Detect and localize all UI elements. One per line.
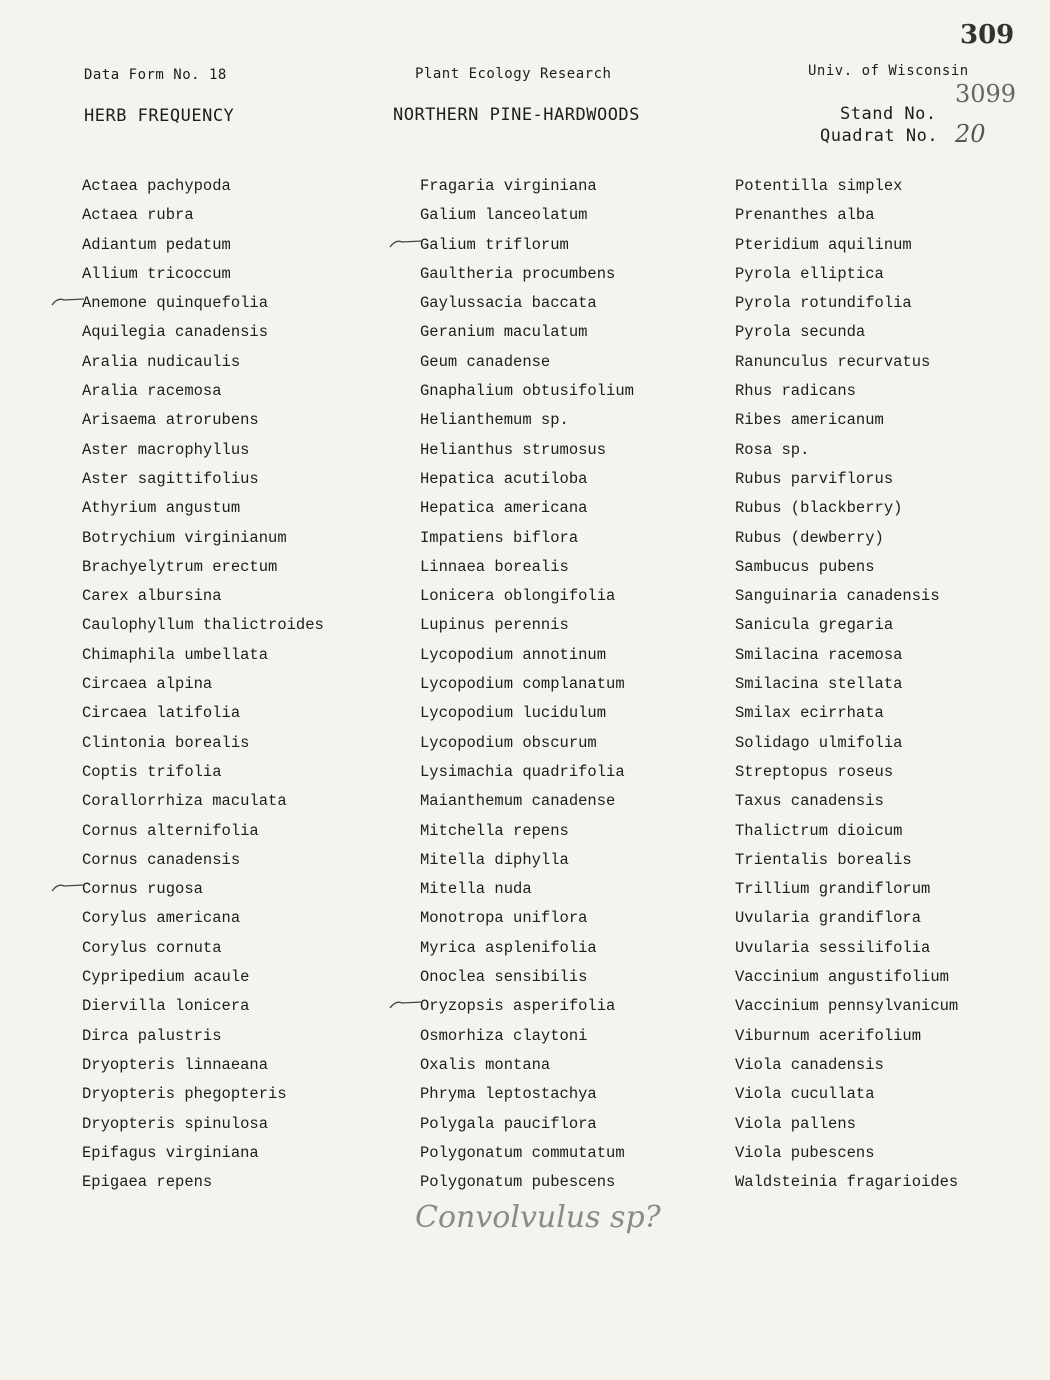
species-item: Lonicera oblongifolia bbox=[420, 587, 616, 606]
species-item: Thalictrum dioicum bbox=[735, 821, 903, 840]
species-item: Prenanthes alba bbox=[735, 206, 875, 225]
species-item: Allium tricoccum bbox=[82, 264, 231, 283]
species-item: Uvularia grandiflora bbox=[735, 909, 922, 928]
species-item: Gaylussacia baccata bbox=[420, 294, 597, 313]
species-item: Aster macrophyllus bbox=[82, 440, 250, 459]
species-item: Lycopodium lucidulum bbox=[420, 704, 607, 723]
species-item: Dirca palustris bbox=[82, 1026, 222, 1045]
species-item: Sambucus pubens bbox=[735, 557, 875, 576]
stand-value-pencil: 3099 bbox=[955, 80, 1017, 108]
species-item: Hepatica americana bbox=[420, 499, 588, 518]
species-item: Lupinus perennis bbox=[420, 616, 569, 635]
species-item: Polygonatum commutatum bbox=[420, 1143, 625, 1162]
species-item: Maianthemum canadense bbox=[420, 792, 616, 811]
species-item: Caulophyllum thalictroides bbox=[82, 616, 324, 635]
species-item: Viola canadensis bbox=[735, 1055, 884, 1074]
species-item: Taxus canadensis bbox=[735, 792, 884, 811]
species-item: Rubus (blackberry) bbox=[735, 499, 903, 518]
species-item: Rosa sp. bbox=[735, 440, 810, 459]
species-column-2 bbox=[420, 172, 634, 1197]
species-item: Viola pallens bbox=[735, 1114, 856, 1133]
species-item: Epifagus virginiana bbox=[82, 1143, 259, 1162]
species-item: Smilacina racemosa bbox=[735, 645, 903, 664]
species-item: Arisaema atrorubens bbox=[82, 411, 259, 430]
species-item: Helianthemum sp. bbox=[420, 411, 569, 430]
handwritten-note: Convolvulus sp? bbox=[415, 1200, 661, 1235]
species-item: Ranunculus recurvatus bbox=[735, 352, 931, 371]
species-item: Aquilegia canadensis bbox=[82, 323, 269, 342]
species-item: Dryopteris linnaeana bbox=[82, 1055, 269, 1074]
species-item: Corallorrhiza maculata bbox=[82, 792, 287, 811]
species-item: Galium lanceolatum bbox=[420, 206, 588, 225]
species-item: Cypripedium acaule bbox=[82, 968, 250, 987]
species-item: Polygala pauciflora bbox=[420, 1114, 597, 1133]
species-item: Gaultheria procumbens bbox=[420, 264, 616, 283]
species-item: Osmorhiza claytoni bbox=[420, 1026, 588, 1045]
species-column-3 bbox=[735, 172, 958, 1197]
species-item: Corylus americana bbox=[82, 909, 241, 928]
species-item: Trientalis borealis bbox=[735, 850, 912, 869]
species-item: Sanguinaria canadensis bbox=[735, 587, 940, 606]
species-item: Uvularia sessilifolia bbox=[735, 938, 931, 957]
species-item: Aralia nudicaulis bbox=[82, 352, 241, 371]
species-item: Actaea pachypoda bbox=[82, 177, 231, 195]
species-item: Viola pubescens bbox=[735, 1143, 875, 1162]
species-item: Smilax ecirrhata bbox=[735, 704, 884, 723]
species-item: Actaea rubra bbox=[82, 206, 194, 225]
species-item: Rubus parviflorus bbox=[735, 469, 894, 488]
species-item bbox=[420, 992, 634, 1021]
species-item: Vaccinium pennsylvanicum bbox=[735, 997, 959, 1016]
species-item: Hepatica acutiloba bbox=[420, 469, 588, 488]
species-item bbox=[82, 289, 324, 318]
species-item: Epigaea repens bbox=[82, 1173, 213, 1192]
species-item: Dryopteris phegopteris bbox=[82, 1085, 287, 1104]
form-title: HERB FREQUENCY bbox=[84, 106, 235, 126]
species-item: Botrychium virginianum bbox=[82, 528, 287, 547]
species-item: Mitella diphylla bbox=[420, 850, 569, 869]
species-item: Linnaea borealis bbox=[420, 557, 569, 576]
species-item: Circaea latifolia bbox=[82, 704, 241, 723]
check-mark-icon bbox=[50, 295, 84, 313]
species-name: Cornus rugosa bbox=[82, 880, 203, 899]
species-item: Clintonia borealis bbox=[82, 733, 250, 752]
species-column-1 bbox=[82, 172, 324, 1197]
species-item: Solidago ulmifolia bbox=[735, 733, 903, 752]
species-item: Myrica asplenifolia bbox=[420, 938, 597, 957]
species-item: Rhus radicans bbox=[735, 382, 856, 401]
species-item: Onoclea sensibilis bbox=[420, 968, 588, 987]
species-item: Circaea alpina bbox=[82, 675, 213, 694]
species-item: Mitchella repens bbox=[420, 821, 569, 840]
species-item: Geum canadense bbox=[420, 352, 551, 371]
species-item: Streptopus roseus bbox=[735, 762, 894, 781]
quadrat-value-handwritten: 20 bbox=[955, 120, 986, 148]
species-item: Dryopteris spinulosa bbox=[82, 1114, 269, 1133]
check-mark-icon bbox=[50, 881, 84, 899]
species-item: Geranium maculatum bbox=[420, 323, 588, 342]
species-item: Chimaphila umbellata bbox=[82, 645, 269, 664]
species-item: Lysimachia quadrifolia bbox=[420, 762, 625, 781]
stand-label: Stand No. bbox=[840, 104, 937, 124]
species-item: Cornus alternifolia bbox=[82, 821, 259, 840]
species-item: Pteridium aquilinum bbox=[735, 235, 912, 254]
species-item: Viola cucullata bbox=[735, 1085, 875, 1104]
species-item: Oxalis montana bbox=[420, 1055, 551, 1074]
species-item: Impatiens biflora bbox=[420, 528, 579, 547]
species-item bbox=[82, 875, 324, 904]
species-item: Gnaphalium obtusifolium bbox=[420, 382, 634, 401]
species-item: Trillium grandiflorum bbox=[735, 880, 931, 899]
community-title: NORTHERN PINE-HARDWOODS bbox=[393, 105, 640, 125]
program-name: Plant Ecology Research bbox=[415, 66, 612, 82]
species-item: Waldsteinia fragarioides bbox=[735, 1173, 959, 1192]
species-item: Corylus cornuta bbox=[82, 938, 222, 957]
species-item: Phryma leptostachya bbox=[420, 1085, 597, 1104]
species-item: Aster sagittifolius bbox=[82, 469, 259, 488]
species-item: Aralia racemosa bbox=[82, 382, 222, 401]
species-item: Sanicula gregaria bbox=[735, 616, 894, 635]
check-mark-icon bbox=[388, 998, 422, 1016]
species-item: Pyrola elliptica bbox=[735, 264, 884, 283]
form-number: Data Form No. 18 bbox=[84, 67, 227, 83]
species-item: Cornus canadensis bbox=[82, 850, 241, 869]
species-item: Adiantum pedatum bbox=[82, 235, 231, 254]
species-item: Fragaria virginiana bbox=[420, 177, 597, 195]
species-item: Athyrium angustum bbox=[82, 499, 241, 518]
species-item bbox=[420, 231, 634, 260]
quadrat-label: Quadrat No. bbox=[820, 126, 939, 146]
species-item: Polygonatum pubescens bbox=[420, 1173, 616, 1192]
species-item: Pyrola rotundifolia bbox=[735, 294, 912, 313]
species-item: Potentilla simplex bbox=[735, 177, 903, 195]
top-stamp-mark: 309 bbox=[960, 20, 1015, 50]
species-name: Oryzopsis asperifolia bbox=[420, 997, 616, 1016]
species-item: Diervilla lonicera bbox=[82, 997, 250, 1016]
species-item: Lycopodium complanatum bbox=[420, 675, 625, 694]
check-mark-icon bbox=[388, 237, 422, 255]
species-item: Smilacina stellata bbox=[735, 675, 903, 694]
species-item: Lycopodium annotinum bbox=[420, 645, 607, 664]
species-item: Viburnum acerifolium bbox=[735, 1026, 922, 1045]
species-item: Monotropa uniflora bbox=[420, 909, 588, 928]
species-item: Vaccinium angustifolium bbox=[735, 968, 949, 987]
species-item: Brachyelytrum erectum bbox=[82, 557, 278, 576]
species-item: Helianthus strumosus bbox=[420, 440, 607, 459]
species-item: Rubus (dewberry) bbox=[735, 528, 884, 547]
species-item: Coptis trifolia bbox=[82, 762, 222, 781]
species-item: Mitella nuda bbox=[420, 880, 532, 899]
species-item: Pyrola secunda bbox=[735, 323, 866, 342]
species-name: Anemone quinquefolia bbox=[82, 294, 269, 313]
university-name: Univ. of Wisconsin bbox=[808, 63, 969, 79]
species-item: Ribes americanum bbox=[735, 411, 884, 430]
species-item: Carex albursina bbox=[82, 587, 222, 606]
species-name: Galium triflorum bbox=[420, 235, 569, 254]
species-item: Lycopodium obscurum bbox=[420, 733, 597, 752]
